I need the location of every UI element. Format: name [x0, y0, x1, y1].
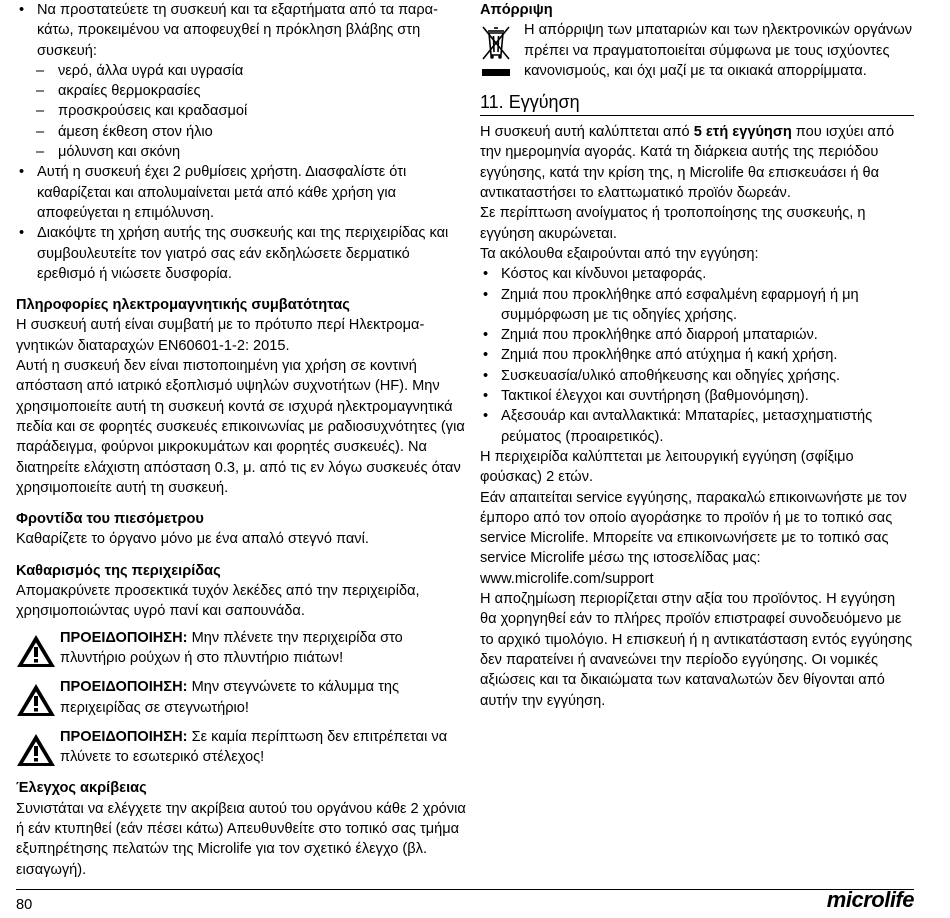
exclusions-list — [480, 264, 914, 447]
care-text: Καθαρίζετε το όργανο μόνο με ένα απαλό στεγνό πανί. — [16, 531, 369, 548]
emc-paragraph-2: Αυτή η συσκευή δεν είναι πιστοποιημένη για χρήση σε κοντινή απόσταση από ιατρικό εξοπλισμό υψηλών συχνοτήτων (HF). Μην χρησιμοποιείτε αυτή τη συσκευή κοντά σε ισχυρά ηλεκτρομαγνητικά πεδία και σε φορητές συσκευές επικοινωνίας με ραδιοσυχνότητες (για παράδειγμα, φούρνοι μικροκυμάτων και φορητές συσκευές). Να διατηρείτε ελάχιστη απόσταση 0.3, μ. από τις εν λόγω συσκευές όταν χρησιμοποιείτε αυτή τη συσκευή. — [16, 358, 465, 496]
warranty-text: που ισχύει από την ημερομηνία αγοράς. Κατά τη διάρκεια αυτής της περιόδου εγγύησης, κατά την κρίση της, η Microlife θα επισκευάσει ή θα αντικαταστήσει το ελαττωματικό προϊόν δωρεάν. — [480, 124, 895, 202]
warranty-paragraph-3: Τα ακόλουθα εξαιρούνται από την εγγύηση: — [480, 245, 759, 262]
list-item: • Ζημιά που προκλήθηκε από διαρροή μπαταριών. — [480, 325, 914, 345]
accuracy-text: Συνιστάται να ελέγχετε την ακρίβεια αυτού του οργάνου κάθε 2 χρόνια ή εάν κτυπηθεί (εάν πέσει κάτω) Απευθυνθείτε στο τοπικό σας τμήμα εξυπηρέτησης πελατών της Microlife για τον σχετικό έλεγχο (βλ. εισαγωγή). — [16, 800, 466, 878]
warning-text: Μην πλένετε την περιχειρίδα στο πλυντήριο ρούχων ή στο πλυντήριο πιάτων! — [60, 629, 403, 666]
protection-list — [16, 0, 468, 61]
list-item: • Κόστος και κίνδυνοι μεταφοράς. — [480, 264, 914, 284]
disposal-block — [480, 20, 914, 81]
brand-logo: microlife — [826, 887, 914, 912]
list-item: – μόλυνση και σκόνη — [16, 142, 468, 162]
footer-divider — [16, 889, 914, 890]
warning-triangle-icon — [16, 683, 56, 717]
page-number: 80 — [16, 897, 33, 913]
warning-text: Μην στεγνώνετε το κάλυμμα της περιχειρίδας σε στεγνωτήριο! — [60, 679, 400, 716]
crossed-bin-icon — [480, 23, 512, 81]
list-item: • Να προστατεύετε τη συσκευή και τα εξαρτήματα από τα παρακάτω, προκειμένου να αποφευχθεί η πρόκληση βλάβης στη συσκευή: — [16, 0, 468, 61]
disposal-text: Η απόρριψη των μπαταριών και των ηλεκτρονικών οργάνων πρέπει να πραγματοποιείται σύμφωνα με τους ισχύοντες κανονισμούς, και όχι μαζί με τα οικιακά απορρίμματα. — [524, 22, 913, 79]
hazard-dash-list — [16, 61, 468, 162]
cuff-heading: Καθαρισμός της περιχειρίδας — [16, 562, 221, 579]
warranty-paragraph-6: Η αποζημίωση περιορίζεται στην αξία του προϊόντος. Η εγγύηση θα χορηγηθεί εάν το πλήρες προϊόν επιστραφεί συνοδευόμενο με το αρχικό τιμολόγιο. Η επισκευή ή η αντικατάσταση εντός εγγύησης δεν παρατείνει ή ανανεώνει την περίοδο εγγύησης. Οι νομικές αξιώσεις και τα δικαιώματα των καταναλωτών δεν θίγονται από αυτήν την εγγύηση. — [480, 591, 913, 709]
list-item: – άμεση έκθεση στον ήλιο — [16, 122, 468, 142]
list-item: • Ζημιά που προκλήθηκε από εσφαλμένη εφαρμογή ή μη συμμόρφωση με τις οδηγίες χρήσης. — [480, 285, 914, 326]
warranty-paragraph-2: Σε περίπτωση ανοίγματος ή τροποποίησης της συσκευής, η εγγύηση ακυρώνεται. — [480, 205, 866, 242]
list-item: • Ζημιά που προκλήθηκε από ατύχημα ή κακή χρήση. — [480, 345, 914, 365]
left-column — [16, 0, 468, 880]
support-url: www.microlife.com/support — [480, 570, 654, 587]
care-heading: Φροντίδα του πιεσόμετρου — [16, 511, 204, 528]
warning-label: ΠΡΟΕΙΔΟΠΟΙΗΣΗ: — [60, 629, 188, 646]
list-item: • Αυτή η συσκευή έχει 2 ρυθμίσεις χρήστη. Διασφαλίστε ότι καθαρίζεται και απολυμαίνεται μετά από κάθε χρήση για αποφεύγεται η επιμόλυνση. — [16, 162, 468, 223]
warranty-paragraph-5: Εάν απαιτείται service εγγύησης, παρακαλώ επικοινωνήστε με τον έμπορο από τον οποίο αγοράσηκε το προϊόν ή με το τοπικό σας service Microlife. Μπορείτε να επικοινωνήσετε με το τοπικό σας service Microlife μέσω της ιστοσελίδας μας: — [480, 489, 907, 567]
warning-block — [16, 727, 468, 768]
list-item: • Τακτικοί έλεγχοι και συντήρηση (βαθμονόμηση). — [480, 386, 914, 406]
warning-triangle-icon — [16, 733, 56, 767]
emc-heading: Πληροφορίες ηλεκτρομαγνητικής συμβατότητας — [16, 297, 350, 314]
warranty-text: Η συσκευή αυτή καλύπτεται από — [480, 124, 694, 141]
warranty-title: 11. Εγγύηση — [480, 91, 914, 116]
accuracy-heading: Έλεγχος ακρίβειας — [16, 780, 147, 797]
warning-block — [16, 677, 468, 718]
emc-paragraph-1: Η συσκευή αυτή είναι συμβατή με το πρότυπο περί Ηλεκτρομαγνητικών διαταραχών EN60601-1-2: 2015. — [16, 317, 425, 354]
cuff-text: Απομακρύνετε προσεκτικά τυχόν λεκέδες από την περιχειρίδα, χρησιμοποιώντας υγρό πανί και σαπουνάδα. — [16, 583, 420, 620]
warning-triangle-icon — [16, 634, 56, 668]
warning-text: Σε καμία περίπτωση δεν επιτρέπεται να πλύνετε το εσωτερικό στέλεχος! — [60, 728, 448, 766]
disposal-heading: Απόρριψη — [480, 2, 553, 18]
list-item: • Διακόψτε τη χρήση αυτής της συσκευής και της περιχειρίδας και συμβουλευτείτε τον γιατρό σας εάν εκδηλώσετε δερματικό ερεθισμό ή νιώσετε δυσφορία. — [16, 223, 468, 284]
list-item: – ακραίες θερμοκρασίες — [16, 81, 468, 101]
usage-list — [16, 162, 468, 284]
warranty-paragraph-1 — [480, 122, 914, 203]
list-item: • Αξεσουάρ και ανταλλακτικά: Μπαταρίες, μετασχηματιστής ρεύματος (προαιρετικός). — [480, 406, 914, 447]
warning-block — [16, 628, 468, 669]
warning-label: ΠΡΟΕΙΔΟΠΟΙΗΣΗ: — [60, 728, 188, 745]
warning-label: ΠΡΟΕΙΔΟΠΟΙΗΣΗ: — [60, 679, 188, 696]
warranty-paragraph-4: Η περιχειρίδα καλύπτεται με λειτουργική εγγύηση (σφίξιμο φούσκας) 2 ετών. — [480, 448, 854, 486]
right-column — [480, 0, 914, 711]
list-item: – προσκρούσεις και κραδασμοί — [16, 101, 468, 121]
warranty-term: 5 ετή εγγύηση — [693, 124, 792, 141]
list-item: – νερό, άλλα υγρά και υγρασία — [16, 61, 468, 81]
list-item: • Συσκευασία/υλικό αποθήκευσης και οδηγίες χρήσης. — [480, 366, 914, 386]
